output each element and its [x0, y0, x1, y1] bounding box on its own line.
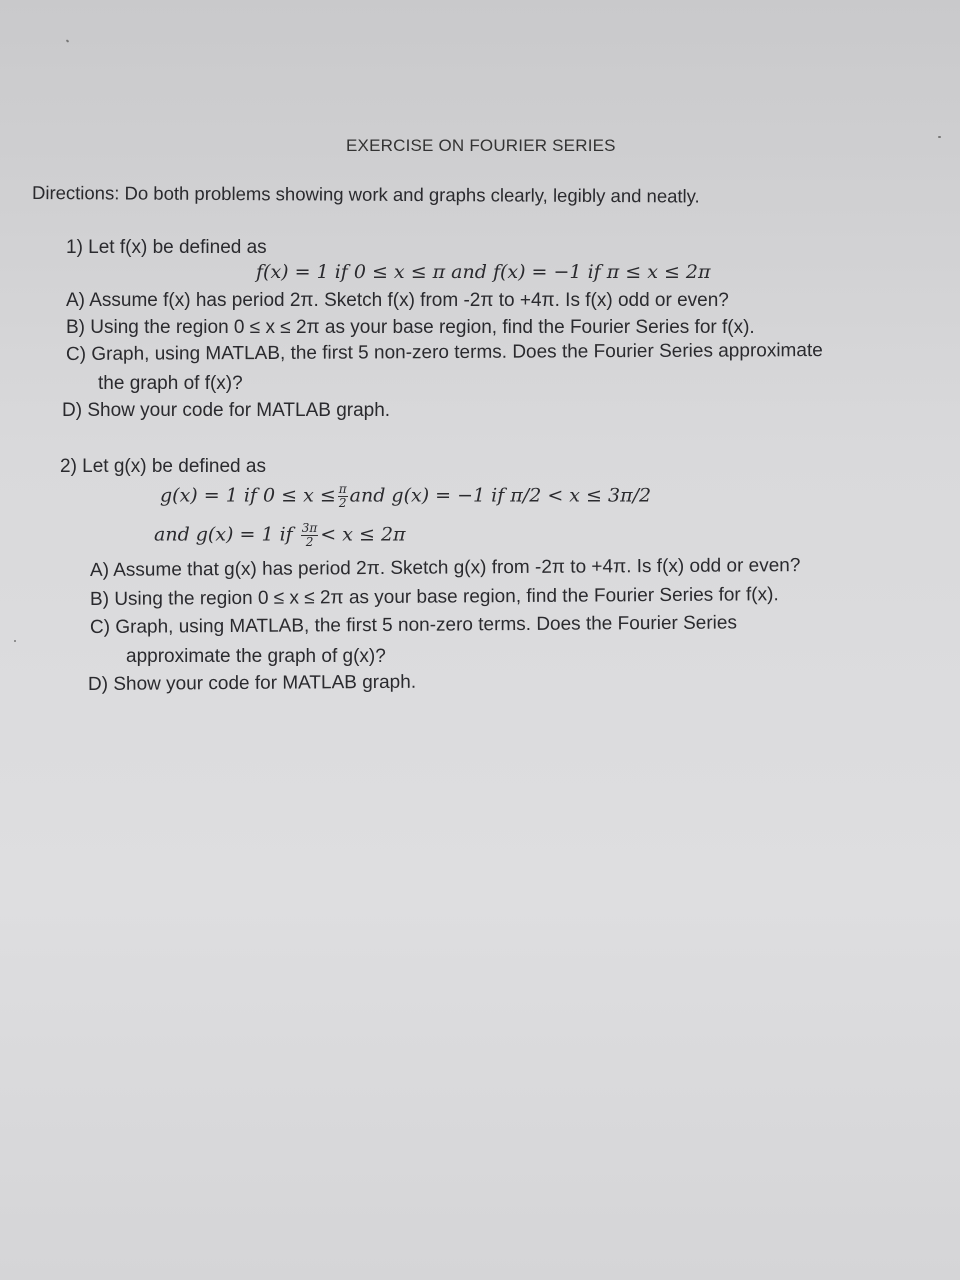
problem2-part-b: B) Using the region 0 ≤ x ≤ 2π as your base region, find the Fourier Series for f(x). [89, 584, 779, 610]
problem2-part-c: C) Graph, using MATLAB, the first 5 non-zero terms. Does the Fourier Series [89, 612, 738, 638]
problem2-part-a: A) Assume that g(x) has period 2π. Sketch g(x) from -2π to +4π. Is f(x) odd or even? [89, 555, 801, 581]
problem2-formula-a-left: g(x) = 1 if 0 ≤ x ≤ [160, 484, 336, 507]
directions-text: Directions: Do both problems showing work and graphs clearly, legibly and neatly. [31, 182, 700, 207]
problem1-part-b: B) Using the region 0 ≤ x ≤ 2π as your base region, find the Fourier Series for f(x). [66, 317, 755, 338]
problem2-part-c-cont: approximate the graph of g(x)? [126, 646, 386, 667]
fraction-denominator: 2 [338, 496, 347, 510]
problem2-intro: 2) Let g(x) be defined as [60, 456, 266, 477]
problem1-intro: 1) Let f(x) be defined as [66, 237, 267, 258]
page-title: EXERCISE ON FOURIER SERIES [346, 136, 616, 155]
paper-speck [938, 136, 941, 138]
fraction-numerator: π [338, 482, 347, 496]
problem2-formula-b-left: and g(x) = 1 if [154, 523, 293, 546]
problem2-formula-line1 [160, 483, 651, 510]
problem2-formula-line2 [154, 522, 406, 549]
problem1-part-c: C) Graph, using MATLAB, the first 5 non-zero terms. Does the Fourier Series approximate [65, 340, 823, 365]
problem2-part-d: D) Show your code for MATLAB graph. [87, 671, 417, 695]
paper-speck [66, 39, 70, 42]
fraction-numerator: 3π [301, 521, 318, 535]
fraction-denominator: 2 [305, 535, 314, 549]
problem1-formula: f(x) = 1 if 0 ≤ x ≤ π and f(x) = −1 if π ≤ x ≤ 2π [256, 261, 711, 283]
paper-speck [14, 640, 16, 642]
problem1-part-d: D) Show your code for MATLAB graph. [62, 400, 391, 421]
problem1-part-a: A) Assume f(x) has period 2π. Sketch f(x) from -2π to +4π. Is f(x) odd or even? [66, 290, 729, 311]
problem2-formula-a-right: and g(x) = −1 if π/2 < x ≤ 3π/2 [349, 484, 652, 507]
problem2-formula-b-right: < x ≤ 2π [320, 523, 406, 546]
fraction-3pi-over-2 [301, 522, 319, 549]
fraction-pi-over-2 [338, 483, 348, 510]
problem1-part-c-cont: the graph of f(x)? [98, 373, 243, 394]
